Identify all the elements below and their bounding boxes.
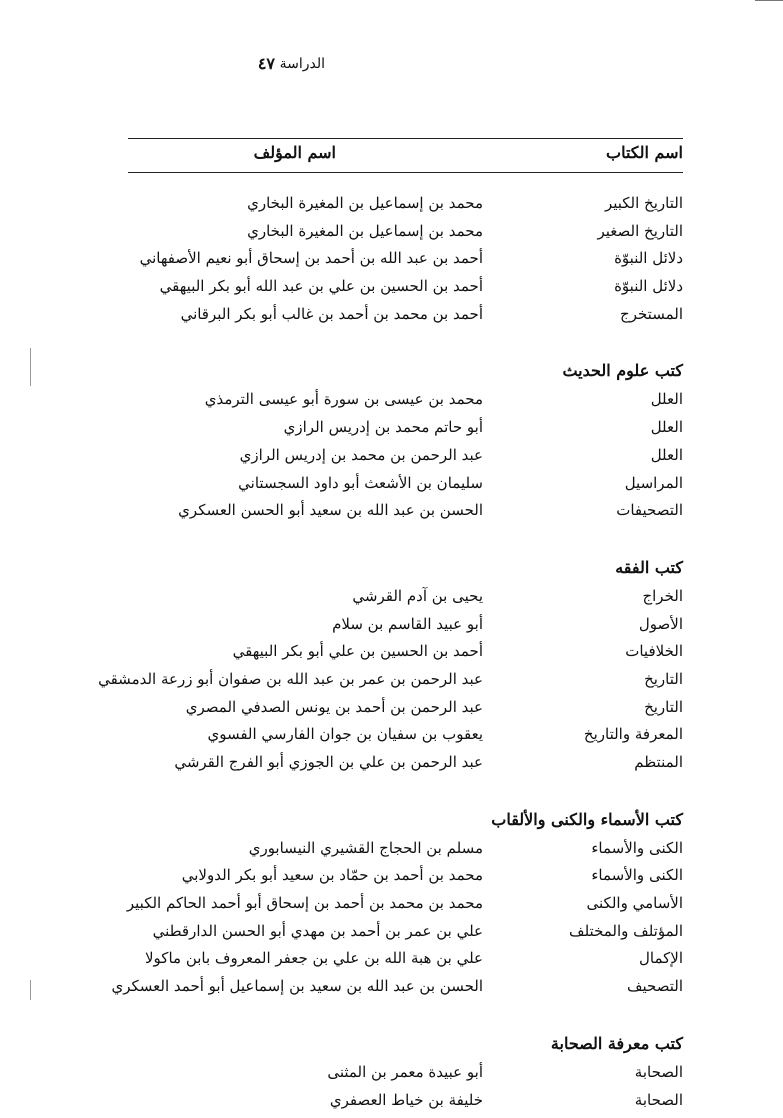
author-name: عبد الرحمن بن محمد بن إدريس الرازي	[239, 445, 483, 464]
book-title: التاريخ	[644, 697, 683, 716]
table-row	[123, 245, 683, 273]
author-name: سليمان بن الأشعث أبو داود السجستاني	[238, 473, 483, 492]
section-title: كتب الأسماء والكنى والألقاب	[491, 809, 683, 829]
book-title: الصحابة	[634, 1090, 683, 1109]
corner-rule	[755, 0, 783, 1]
book-title: العلل	[650, 445, 683, 464]
author-name: خليفة بن خياط العصفري	[329, 1090, 483, 1109]
author-name: محمد بن إسماعيل بن المغيرة البخاري	[247, 194, 483, 212]
table-row	[123, 945, 683, 973]
book-title: الكنى والأسماء	[591, 838, 683, 857]
header-rule	[128, 172, 683, 173]
section-gap	[123, 1001, 683, 1029]
running-title: الدراسة	[279, 56, 325, 72]
author-name: أحمد بن عبد الله بن أحمد بن إسحاق أبو نعيم الأصفهاني	[139, 249, 483, 268]
author-name: أحمد بن الحسين بن علي بن عبد الله أبو بكر البيهقي	[159, 277, 483, 296]
author-name: عبد الرحمن بن علي بن الجوزي أبو الفرج القرشي	[174, 753, 483, 771]
table-row	[123, 1087, 683, 1115]
book-title: الأصول	[638, 614, 683, 633]
table-row	[123, 638, 683, 666]
table-row	[123, 694, 683, 722]
author-name: محمد بن أحمد بن حمّاد بن سعيد أبو بكر الدولابي	[181, 866, 483, 885]
author-name: عبد الرحمن بن عمر بن عبد الله بن صفوان أبو زرعة الدمشقي	[98, 669, 483, 688]
table-row	[123, 1059, 683, 1087]
author-name: يعقوب بن سفيان بن جوان الفارسي الفسوي	[207, 725, 483, 744]
table-row	[123, 273, 683, 301]
author-name: الحسن بن عبد الله بن سعيد أبو الحسن العسكري	[178, 501, 483, 520]
book-title: التاريخ الصغير	[597, 221, 683, 240]
author-name: علي بن هبة الله بن علي بن جعفر المعروف بابن ماكولا	[145, 949, 483, 968]
section-gap	[123, 328, 683, 356]
table-row	[123, 442, 683, 470]
book-title: التصحيفات	[616, 501, 683, 520]
book-title: المعرفة والتاريخ	[583, 725, 683, 744]
author-name: أبو عبيد القاسم بن سلام	[332, 614, 483, 633]
column-header-author: اسم المؤلف	[253, 143, 336, 162]
book-title: الخلافيات	[625, 642, 683, 661]
table-row	[123, 835, 683, 863]
section-title: كتب معرفة الصحابة	[550, 1033, 683, 1053]
book-title: الأسامي والكنى	[586, 894, 683, 913]
section-title: كتب علوم الحديث	[562, 361, 683, 381]
table-row	[98, 666, 683, 694]
book-title: المؤتلف والمختلف	[569, 921, 683, 940]
top-rule	[128, 138, 683, 139]
book-title: الكنى والأسماء	[591, 866, 683, 885]
table-row	[111, 973, 683, 1001]
author-name: يحيى بن آدم القرشي	[352, 586, 483, 605]
book-title: العلل	[650, 418, 683, 437]
table-row	[123, 721, 683, 749]
author-name: أبو حاتم محمد بن إدريس الرازي	[283, 418, 483, 437]
book-title: دلائل النبوّة	[614, 249, 683, 268]
table-row	[123, 414, 683, 442]
author-name: مسلم بن الحجاج القشيري النيسابوري	[248, 838, 483, 857]
book-title: العلل	[650, 390, 683, 409]
column-header-book: اسم الكتاب	[606, 143, 683, 162]
table-row	[123, 749, 683, 777]
book-title: المنتظم	[634, 753, 683, 771]
section-gap	[123, 525, 683, 553]
author-name: الحسن بن عبد الله بن سعيد بن إسماعيل أبو أحمد العسكري	[111, 977, 483, 996]
book-title: التاريخ	[644, 669, 683, 688]
book-title: دلائل النبوّة	[614, 277, 683, 296]
book-title: الإكمال	[638, 949, 683, 968]
author-name: محمد بن عيسى بن سورة أبو عيسى الترمذي	[204, 390, 483, 409]
table-row	[123, 190, 683, 218]
table-row	[123, 862, 683, 890]
book-title: التصحيف	[626, 977, 683, 996]
author-name: عبد الرحمن بن أحمد بن يونس الصدفي المصري	[185, 697, 483, 716]
table-row	[123, 583, 683, 611]
table-row	[123, 470, 683, 498]
book-title: الصحابة	[634, 1062, 683, 1081]
author-name: أحمد بن الحسين بن علي أبو بكر البيهقي	[232, 642, 483, 661]
section-title: كتب الفقه	[615, 557, 683, 577]
margin-mark	[30, 980, 31, 1000]
book-title: التاريخ الكبير	[604, 194, 683, 212]
book-title: المراسيل	[624, 473, 683, 492]
page-header	[120, 50, 680, 80]
table-row	[123, 611, 683, 639]
page-number: ٤٧	[257, 54, 275, 73]
author-name: أبو عبيدة معمر بن المثنى	[327, 1062, 483, 1081]
table-row	[123, 301, 683, 329]
author-name: محمد بن محمد بن أحمد بن إسحاق أبو أحمد الحاكم الكبير	[126, 894, 483, 913]
table-row	[123, 918, 683, 946]
author-name: محمد بن إسماعيل بن المغيرة البخاري	[247, 221, 483, 240]
margin-mark	[30, 348, 31, 386]
book-title: المستخرج	[620, 304, 683, 323]
table-row	[123, 497, 683, 525]
book-title: الخراج	[642, 586, 683, 605]
table-row	[123, 386, 683, 414]
author-name: علي بن عمر بن أحمد بن مهدي أبو الحسن الدارقطني	[152, 921, 483, 940]
table-row	[123, 890, 683, 918]
section-gap	[123, 777, 683, 805]
author-name: أحمد بن محمد بن أحمد بن غالب أبو بكر البرقاني	[180, 304, 483, 323]
book-table	[98, 190, 683, 1114]
table-row	[123, 218, 683, 246]
